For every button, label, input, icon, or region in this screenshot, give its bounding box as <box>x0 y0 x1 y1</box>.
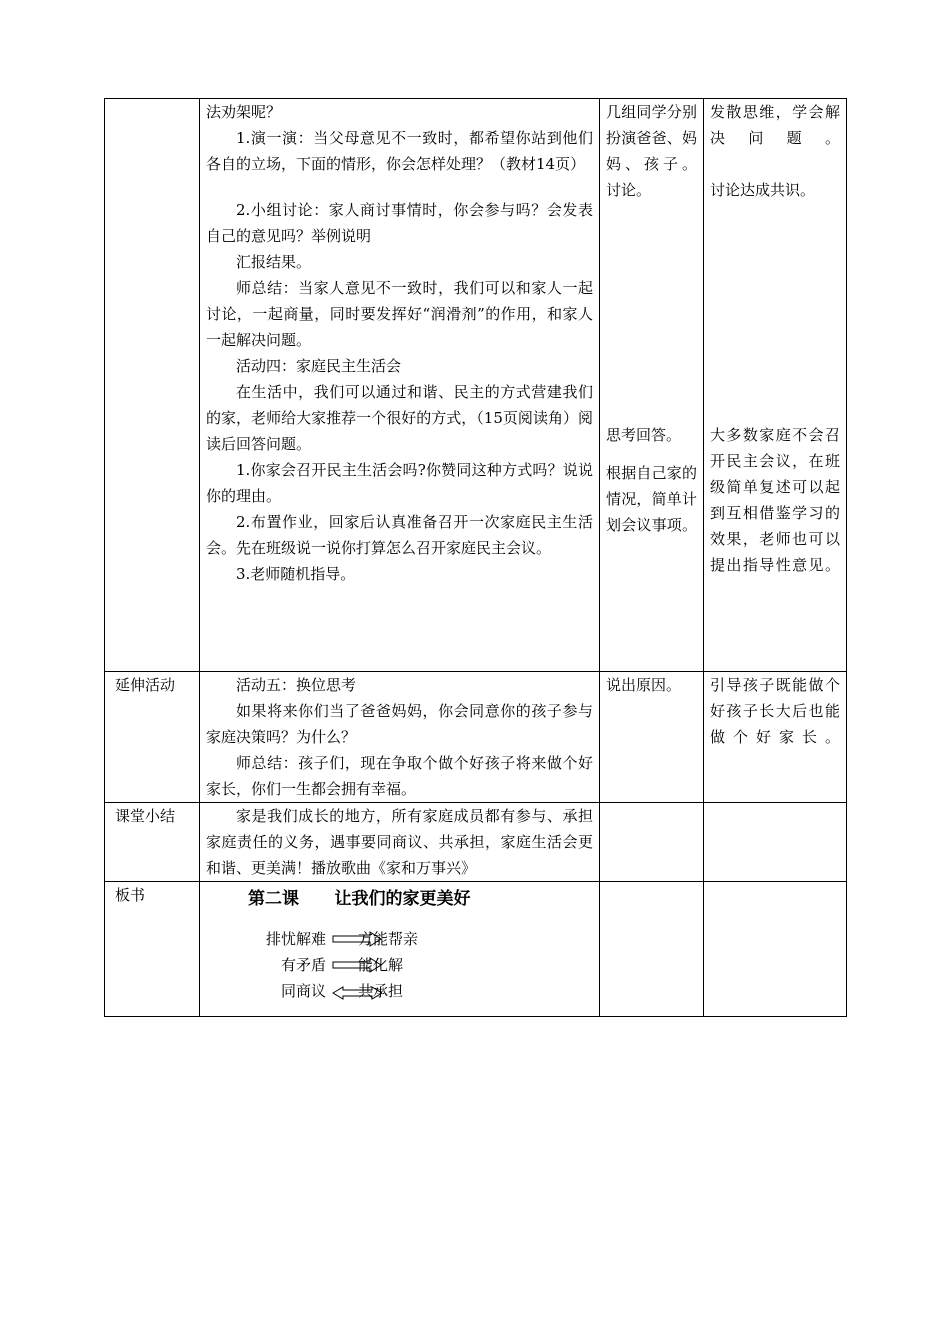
blackboard-left-text: 同商议 <box>280 982 326 1000</box>
table-row <box>105 803 847 882</box>
blackboard-left-text: 排忧解难 <box>265 930 326 948</box>
blackboard-right-text: 共承担 <box>358 982 404 1000</box>
design-intent-cell <box>704 99 847 672</box>
row-label: 延伸活动 <box>105 672 200 803</box>
blackboard-right-text: 能化解 <box>358 956 404 974</box>
teacher-activity-cell <box>200 99 600 672</box>
student-activity-text: 几组同学分别扮演爸爸、妈妈、孩子。 <box>606 103 697 173</box>
paragraph: 1.你家会召开民主生活会吗?你赞同这种方式吗？说说你的理由。 <box>206 461 593 505</box>
student-activity-text: 说出原因。 <box>606 676 682 694</box>
student-activity-cell <box>600 99 704 672</box>
paragraph: 3.老师随机指导。 <box>236 565 356 583</box>
empty-cell <box>600 803 704 882</box>
teacher-activity-text <box>206 99 593 587</box>
paragraph: 师总结：当家人意见不一致时，我们可以和家人一起讨论，一起商量，同时要发挥好“润滑剂”的作用，和家人一起解决问题。 <box>206 279 593 349</box>
design-intent-text: 引导孩子既能做个好孩子长大后也能做个好家长。 <box>710 676 840 746</box>
student-activity-text: 讨论。 <box>606 181 652 199</box>
blackboard-row <box>206 926 596 952</box>
blackboard-right-text: 方能帮亲 <box>358 930 419 948</box>
design-intent-text: 讨论达成共识。 <box>710 181 816 199</box>
design-intent-cell <box>704 672 847 803</box>
empty-cell <box>704 882 847 1017</box>
empty-cell <box>704 803 847 882</box>
paragraph: 活动四：家庭民主生活会 <box>236 357 402 375</box>
student-activity-text: 思考回答。 <box>606 426 682 444</box>
stage-cell <box>105 99 200 672</box>
blackboard-row <box>206 978 596 1004</box>
paragraph: 师总结：孩子们，现在争取个做个好孩子将来做个好家长，你们一生都会拥有幸福。 <box>206 754 593 798</box>
paragraph: 法劝架呢？ <box>206 103 282 121</box>
lesson-number: 第二课 <box>248 889 299 909</box>
paragraph: 2.小组讨论：家人商讨事情时，你会参与吗？会发表自己的意见吗？举例说明 <box>206 201 593 245</box>
lesson-title: 让我们的家更美好 <box>334 889 471 909</box>
paragraph: 在生活中，我们可以通过和谐、民主的方式营建我们的家，老师给大家推荐一个很好的方式，（15页阅读角）阅读后回答问题。 <box>206 383 593 453</box>
design-intent-text: 发散思维，学会解决问题。 <box>710 103 840 147</box>
paragraph: 汇报结果。 <box>236 253 312 271</box>
blackboard-title <box>248 886 593 912</box>
blackboard-cell <box>200 882 600 1017</box>
blackboard-diagram <box>206 926 593 1016</box>
row-label: 板书 <box>105 882 200 1017</box>
lesson-plan-table <box>104 98 847 1017</box>
blackboard-row <box>206 952 596 978</box>
row-label: 课堂小结 <box>105 803 200 882</box>
paragraph: 1.演一演：当父母意见不一致时，都希望你站到他们各自的立场，下面的情形，你会怎样处理？（教材14页） <box>206 129 593 173</box>
paragraph-gap <box>206 177 593 197</box>
paragraph: 活动五：换位思考 <box>236 676 357 694</box>
student-activity-cell <box>600 672 704 803</box>
table-row <box>105 99 847 672</box>
blackboard-left-text: 有矛盾 <box>280 956 326 974</box>
summary-cell <box>200 803 600 882</box>
student-activity-text: 根据自己家的情况，简单计划会议事项。 <box>606 464 697 534</box>
design-intent-text: 大多数家庭不会召开民主会议，在班级简单复述可以起到互相借鉴学习的效果，老师也可以提出指导性意见。 <box>710 426 840 574</box>
table-row <box>105 672 847 803</box>
table-row <box>105 882 847 1017</box>
paragraph: 如果将来你们当了爸爸妈妈，你会同意你的孩子参与家庭决策吗？为什么？ <box>206 702 593 746</box>
paragraph: 2.布置作业，回家后认真准备召开一次家庭民主生活会。先在班级说一说你打算怎么召开家庭民主会议。 <box>206 513 593 557</box>
teacher-activity-cell <box>200 672 600 803</box>
empty-cell <box>600 882 704 1017</box>
summary-text: 家是我们成长的地方，所有家庭成员都有参与、承担家庭责任的义务，遇事要同商议、共承担，家庭生活会更和谐、更美满！播放歌曲《家和万事兴》 <box>206 807 593 877</box>
